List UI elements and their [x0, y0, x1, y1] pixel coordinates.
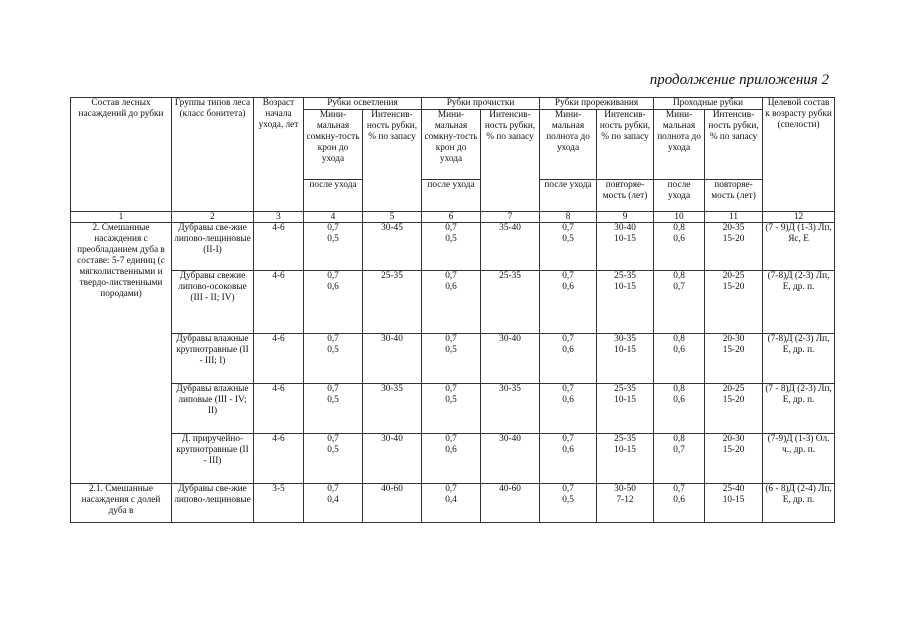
value: 15-20	[722, 282, 745, 292]
osv-density	[304, 434, 363, 484]
value: 0,6	[445, 445, 457, 455]
value: 0,8	[673, 271, 685, 281]
osv-intensity: 30-35	[363, 384, 422, 434]
value: 0,7	[327, 384, 339, 394]
start-age: 4-6	[254, 434, 304, 484]
header-osv-after: после ухода	[304, 180, 363, 212]
col-number: 1	[71, 212, 172, 223]
value: 0,7	[327, 434, 339, 444]
value: 0,5	[445, 345, 457, 355]
value: 0,7	[327, 271, 339, 281]
value: 0,6	[562, 282, 574, 292]
pkh-fullness	[654, 271, 705, 334]
pro-density	[422, 434, 481, 484]
pro-intensity: 40-60	[481, 484, 540, 523]
start-age: 4-6	[254, 223, 304, 271]
value: 20-30	[722, 434, 745, 444]
osv-intensity: 30-40	[363, 434, 422, 484]
value: 0,5	[327, 395, 339, 405]
pro-intensity: 30-40	[481, 434, 540, 484]
col-number: 7	[481, 212, 540, 223]
pro-intensity: 30-40	[481, 334, 540, 384]
header-forest-groups: Группы типов леса (класс бонитета)	[172, 98, 254, 212]
value: 0,8	[673, 223, 685, 233]
value: 0,7	[445, 484, 457, 494]
value: 0,5	[445, 234, 457, 244]
header-prd-fullness: Мини-мальная полнота до ухода	[540, 110, 597, 180]
header-prd-after: после ухода	[540, 180, 597, 212]
value: 10-15	[614, 395, 636, 405]
osv-density	[304, 334, 363, 384]
pro-density	[422, 384, 481, 434]
col-number: 2	[172, 212, 254, 223]
value: 20-35	[722, 223, 745, 233]
value: 0,5	[327, 445, 339, 455]
value: 25-35	[614, 271, 636, 281]
header-prorezhivanie: Рубки прореживания	[540, 98, 654, 110]
table-row	[71, 334, 835, 384]
pro-density	[422, 223, 481, 271]
value: 0,7	[327, 334, 339, 344]
value: 0,7	[562, 484, 574, 494]
pkh-intensity	[705, 484, 763, 523]
osv-intensity: 40-60	[363, 484, 422, 523]
target-composition: (7 - 9)Д (1-3) Лп, Яс, Е	[763, 223, 835, 271]
value: 0,6	[445, 282, 457, 292]
table-row	[71, 384, 835, 434]
header-prd-intensity: Интенсив-ность рубки, % по запасу	[597, 110, 654, 180]
prd-fullness	[540, 384, 597, 434]
col-number: 11	[705, 212, 763, 223]
value: 20-25	[722, 271, 745, 281]
value: 0,7	[562, 223, 574, 233]
value: 15-20	[722, 345, 745, 355]
osv-density	[304, 484, 363, 523]
col-number: 12	[763, 212, 835, 223]
pkh-intensity	[705, 223, 763, 271]
value: 0,5	[562, 495, 574, 505]
group-composition: 2.1. Смешанные насаждения с долей дуба в	[71, 484, 172, 523]
value: 0,7	[562, 434, 574, 444]
page-caption: продолжение приложения 2	[649, 72, 829, 88]
value: 0,6	[673, 234, 685, 244]
prd-intensity	[597, 334, 654, 384]
value: 7-12	[616, 495, 634, 505]
header-pro-after: после ухода	[422, 180, 481, 212]
col-number: 5	[363, 212, 422, 223]
table-row	[71, 484, 835, 523]
value: 0,7	[673, 445, 685, 455]
value: 10-15	[614, 234, 636, 244]
value: 0,7	[562, 334, 574, 344]
pkh-fullness	[654, 434, 705, 484]
prd-fullness	[540, 271, 597, 334]
value: 0,6	[673, 395, 685, 405]
col-number: 3	[254, 212, 304, 223]
prd-intensity	[597, 271, 654, 334]
header-osvetlenie: Рубки осветления	[304, 98, 422, 110]
start-age: 3-5	[254, 484, 304, 523]
prd-intensity	[597, 223, 654, 271]
start-age: 4-6	[254, 384, 304, 434]
target-composition: (7-9)Д (1-3) Ол. ч., др. п.	[763, 434, 835, 484]
value: 15-20	[722, 395, 745, 405]
header-pkh-repeat: повторяе-мость (лет)	[705, 180, 763, 212]
group-composition: 2. Смешанные насаждения с преобладанием дуба в составе: 5-7 единиц (с мягколиственными и твердо-лиственными породами)	[71, 223, 172, 484]
value: 0,6	[562, 395, 574, 405]
value: 0,6	[327, 282, 339, 292]
value: 0,7	[562, 271, 574, 281]
column-numbers-row	[71, 212, 835, 223]
value: 0,8	[673, 334, 685, 344]
target-composition: (7 - 8)Д (2-3) Лп, Е, др. п.	[763, 384, 835, 434]
pro-density	[422, 334, 481, 384]
value: 10-15	[614, 345, 636, 355]
osv-density	[304, 223, 363, 271]
header-prokhodnye: Проходные рубки	[654, 98, 763, 110]
value: 0,8	[673, 434, 685, 444]
value: 0,5	[562, 234, 574, 244]
pkh-fullness	[654, 384, 705, 434]
header-osv-intensity: Интенсив-ность рубки, % по запасу	[363, 110, 422, 212]
header-pro-intensity: Интенсив-ность рубки, % по запасу	[481, 110, 540, 212]
header-pkh-intensity: Интенсив-ность рубки, % по запасу	[705, 110, 763, 180]
start-age: 4-6	[254, 271, 304, 334]
forest-type: Дубравы влажные крупнотравные (II - III; I)	[172, 334, 254, 384]
table-row	[71, 271, 835, 334]
start-age: 4-6	[254, 334, 304, 384]
value: 30-35	[614, 334, 636, 344]
header-pkh-after: после ухода	[654, 180, 705, 212]
value: 0,6	[673, 495, 685, 505]
value: 0,7	[445, 334, 457, 344]
prd-fullness	[540, 334, 597, 384]
value: 0,7	[562, 384, 574, 394]
pkh-intensity	[705, 384, 763, 434]
value: 0,7	[445, 434, 457, 444]
value: 20-25	[722, 384, 745, 394]
forest-type: Дубравы влажные липовые (III - IV; II)	[172, 384, 254, 434]
value: 0,7	[673, 282, 685, 292]
prd-fullness	[540, 434, 597, 484]
value: 0,6	[562, 345, 574, 355]
header-osv-density: Мини-мальная сомкну-тость крон до ухода	[304, 110, 363, 180]
value: 0,5	[327, 345, 339, 355]
header-pro-density: Мини-мальная сомкну-тость крон до ухода	[422, 110, 481, 180]
value: 0,7	[445, 384, 457, 394]
value: 15-20	[722, 445, 745, 455]
value: 0,7	[673, 484, 685, 494]
pkh-fullness	[654, 484, 705, 523]
pro-density	[422, 271, 481, 334]
value: 0,7	[445, 223, 457, 233]
header-target-composition: Целевой состав к возрасту рубки (спелости)	[763, 98, 835, 212]
pro-intensity: 35-40	[481, 223, 540, 271]
value: 0,4	[445, 495, 457, 505]
value: 0,4	[327, 495, 339, 505]
value: 25-35	[614, 384, 636, 394]
prd-intensity	[597, 384, 654, 434]
osv-intensity: 25-35	[363, 271, 422, 334]
value: 0,5	[445, 395, 457, 405]
table-row	[71, 434, 835, 484]
pkh-intensity	[705, 434, 763, 484]
value: 10-15	[614, 445, 636, 455]
target-composition: (7-8)Д (2-3) Лп, Е, др. п.	[763, 271, 835, 334]
forest-type: Д. приручейно-крупнотравные (II - III)	[172, 434, 254, 484]
value: 0,7	[327, 484, 339, 494]
col-number: 6	[422, 212, 481, 223]
value: 25-40	[722, 484, 745, 494]
prd-fullness	[540, 484, 597, 523]
col-number: 4	[304, 212, 363, 223]
col-number: 9	[597, 212, 654, 223]
col-number: 10	[654, 212, 705, 223]
value: 25-35	[614, 434, 636, 444]
value: 10-15	[722, 495, 745, 505]
value: 30-50	[614, 484, 636, 494]
table-row	[71, 223, 835, 271]
value: 0,7	[327, 223, 339, 233]
prd-fullness	[540, 223, 597, 271]
forest-table	[70, 97, 835, 523]
value: 20-30	[722, 334, 745, 344]
osv-density	[304, 384, 363, 434]
header-pkh-fullness: Мини-мальная полнота до ухода	[654, 110, 705, 180]
osv-density	[304, 271, 363, 334]
value: 0,6	[562, 445, 574, 455]
header-prd-repeat: повторяе-мость (лет)	[597, 180, 654, 212]
value: 0,7	[445, 271, 457, 281]
header-start-age: Возраст начала ухода, лет	[254, 98, 304, 212]
prd-intensity	[597, 484, 654, 523]
header-composition: Состав лесных насаждений до рубки	[71, 98, 172, 212]
value: 30-40	[614, 223, 636, 233]
value: 0,5	[327, 234, 339, 244]
pkh-intensity	[705, 334, 763, 384]
target-composition: (7-8)Д (2-3) Лп, Е, др. п.	[763, 334, 835, 384]
forest-type: Дубравы све-жие липово-лещиновые	[172, 484, 254, 523]
col-number: 8	[540, 212, 597, 223]
osv-intensity: 30-45	[363, 223, 422, 271]
pro-intensity: 30-35	[481, 384, 540, 434]
target-composition: (6 - 8)Д (2-4) Лп, Е, др. п.	[763, 484, 835, 523]
value: 15-20	[722, 234, 745, 244]
value: 10-15	[614, 282, 636, 292]
pro-intensity: 25-35	[481, 271, 540, 334]
prd-intensity	[597, 434, 654, 484]
forest-type: Дубравы свежие липово-осоковые (III - II; IV)	[172, 271, 254, 334]
osv-intensity: 30-40	[363, 334, 422, 384]
forest-type: Дубравы све-жие липово-лещиновые (II-I)	[172, 223, 254, 271]
pkh-fullness	[654, 223, 705, 271]
pro-density	[422, 484, 481, 523]
value: 0,6	[673, 345, 685, 355]
pkh-fullness	[654, 334, 705, 384]
value: 0,8	[673, 384, 685, 394]
header-prochistka: Рубки прочистки	[422, 98, 540, 110]
pkh-intensity	[705, 271, 763, 334]
